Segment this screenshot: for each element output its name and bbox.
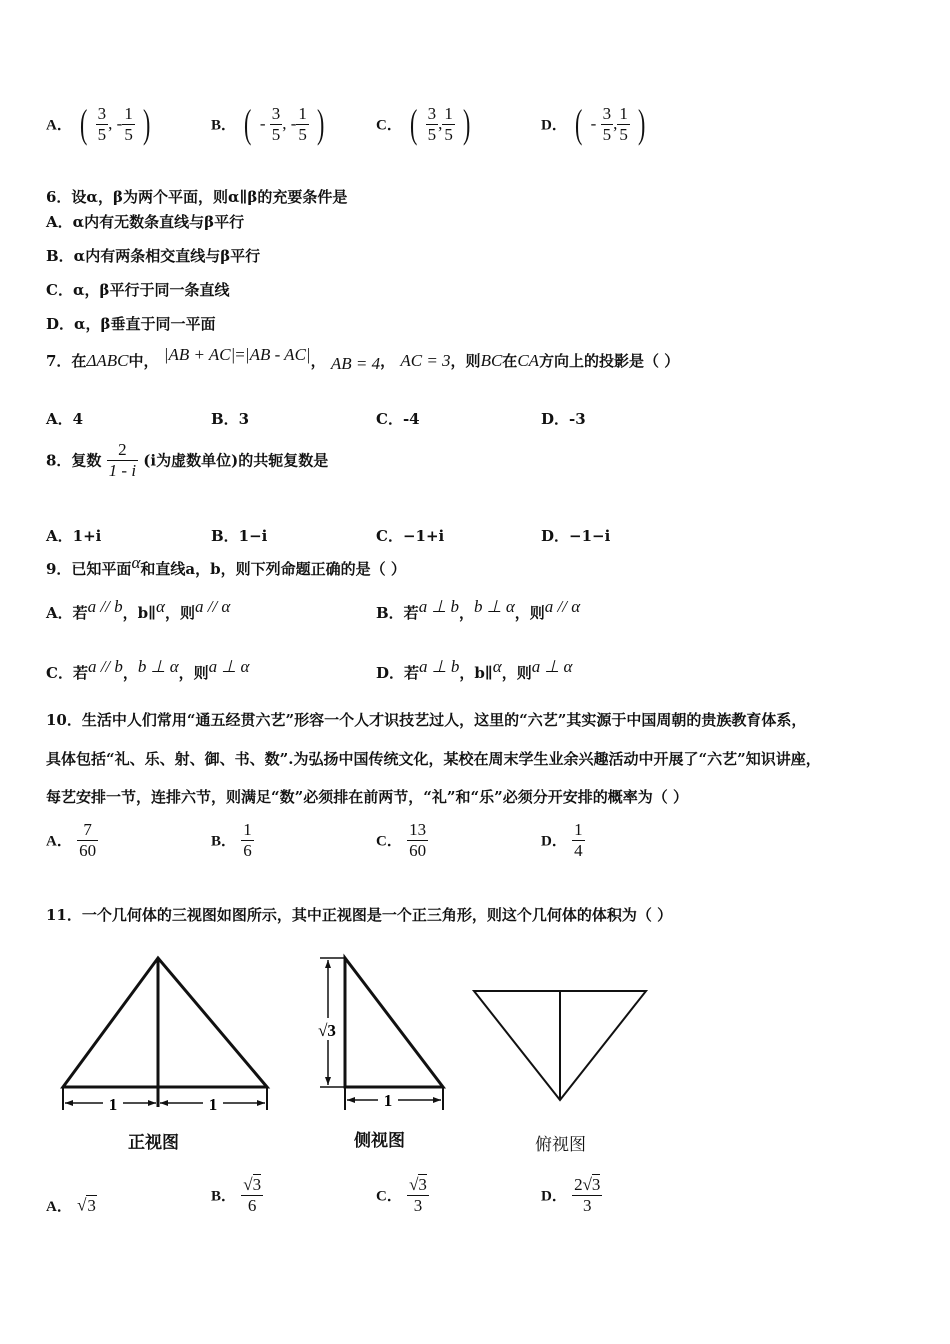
q7-option-c[interactable]: C．-4	[376, 410, 420, 428]
q10-option-d[interactable]: D． $\frac{1}{4}$	[541, 820, 583, 860]
q5-option-c[interactable]: C． ( $\frac{3}{5}$ , $\frac{1}{5}$ )	[376, 101, 471, 147]
q8-stem: 8．复数 $\frac{2}{1 - i}$ (i为虚数单位)的共轭复数是	[46, 440, 329, 480]
q10-option-c[interactable]: C． $\frac{13}{60}$	[376, 820, 427, 860]
q7-stem: 7．在ΔABC中， |AB + AC|=|AB - AC|， AB = 4， AC = 3，则BC在CA方向上的投影是（ ）	[46, 345, 680, 373]
q7-option-d[interactable]: D．-3	[541, 410, 586, 428]
q6-option-c[interactable]: C．α，β平行于同一条直线	[46, 281, 230, 299]
q8-option-d[interactable]: D．−1−i	[541, 527, 611, 545]
side-view-triangle	[345, 958, 443, 1087]
q7-option-a[interactable]: A．4	[46, 410, 84, 428]
q11-option-c[interactable]: C． $\frac{√3}{3}$	[376, 1175, 427, 1215]
q11-option-b[interactable]: B． $\frac{√3}{6}$	[211, 1175, 262, 1215]
q5-option-c-label: C．	[376, 117, 402, 134]
q11-option-d[interactable]: D． $\frac{2√3}{3}$	[541, 1175, 601, 1215]
q5-option-d-label: D．	[541, 117, 567, 134]
q5-option-b[interactable]: B． ( - $\frac{3}{5}$ , - $\frac{1}{5}$ )	[211, 101, 325, 147]
q9-option-d[interactable]: D．若a ⊥ b，b∥α，则a ⊥ α	[376, 657, 573, 682]
q6-option-b[interactable]: B．α内有两条相交直线与β平行	[46, 247, 261, 265]
side-dim-label: 1	[383, 1091, 393, 1110]
top-view-caption: 俯视图	[535, 1135, 586, 1155]
q8-fraction: $\frac{2}{1 - i}$	[108, 440, 137, 480]
q6-option-a[interactable]: A．α内有无数条直线与β平行	[46, 213, 245, 231]
q9-option-c[interactable]: C．若a // b，b ⊥ α，则a ⊥ α	[46, 657, 250, 682]
front-view-diagram	[55, 950, 280, 1115]
q5-option-a[interactable]: A． ( $\frac{3}{5}$ , - $\frac{1}{5}$ )	[46, 101, 151, 147]
q5-option-a-label: A．	[46, 117, 72, 134]
q7-option-b[interactable]: B．3	[211, 410, 250, 428]
q5-option-b-label: B．	[211, 117, 237, 134]
top-view-diagram	[468, 985, 653, 1110]
front-view-caption: 正视图	[128, 1133, 179, 1153]
q5-option-d[interactable]: D． ( - $\frac{3}{5}$ , $\frac{1}{5}$ )	[541, 101, 646, 147]
side-view-diagram	[310, 950, 455, 1115]
q8-option-b[interactable]: B．1−i	[211, 527, 268, 545]
front-dim-label-1: 1	[108, 1095, 118, 1114]
side-view-caption: 侧视图	[354, 1131, 405, 1151]
q6-option-d[interactable]: D．α，β垂直于同一平面	[46, 315, 216, 333]
q9-option-a[interactable]: A．若a // b，b∥α，则a // α	[46, 597, 231, 622]
front-dim-label-2: 1	[208, 1095, 218, 1114]
q11-stem: 11．一个几何体的三视图如图所示，其中正视图是一个正三角形，则这个几何体的体积为（ ）	[46, 906, 673, 924]
front-view-triangle	[63, 958, 267, 1087]
side-height-label: √3	[318, 1021, 336, 1040]
q8-option-a[interactable]: A．1+i	[46, 527, 102, 545]
q9-stem: 9．已知平面α和直线a，b，则下列命题正确的是（ ）	[46, 553, 406, 578]
q6-stem: 6．设α，β为两个平面，则α∥β的充要条件是	[46, 188, 348, 206]
q10-stem-line3: 每艺安排一节，连排六节，则满足“数”必须排在前两节，“礼”和“乐”必须分开安排的概率为（ ）	[46, 788, 688, 806]
q10-option-a[interactable]: A． $\frac{7}{60}$	[46, 820, 97, 860]
q10-option-b[interactable]: B． $\frac{1}{6}$	[211, 820, 252, 860]
q10-stem-line1: 10．生活中人们常用“通五经贯六艺”形容一个人才识技艺过人，这里的“六艺”其实源于中国周朝的贵族教育体系，	[46, 711, 807, 729]
q11-option-a[interactable]: A． √3	[46, 1195, 96, 1215]
q10-stem-line2: 具体包括“礼、乐、射、御、书、数”.为弘扬中国传统文化，某校在周末学生业余兴趣活动中开展了“六艺”知识讲座，	[46, 750, 821, 768]
q9-option-b[interactable]: B．若a ⊥ b，b ⊥ α，则a // α	[376, 597, 581, 622]
q8-option-c[interactable]: C．−1+i	[376, 527, 445, 545]
